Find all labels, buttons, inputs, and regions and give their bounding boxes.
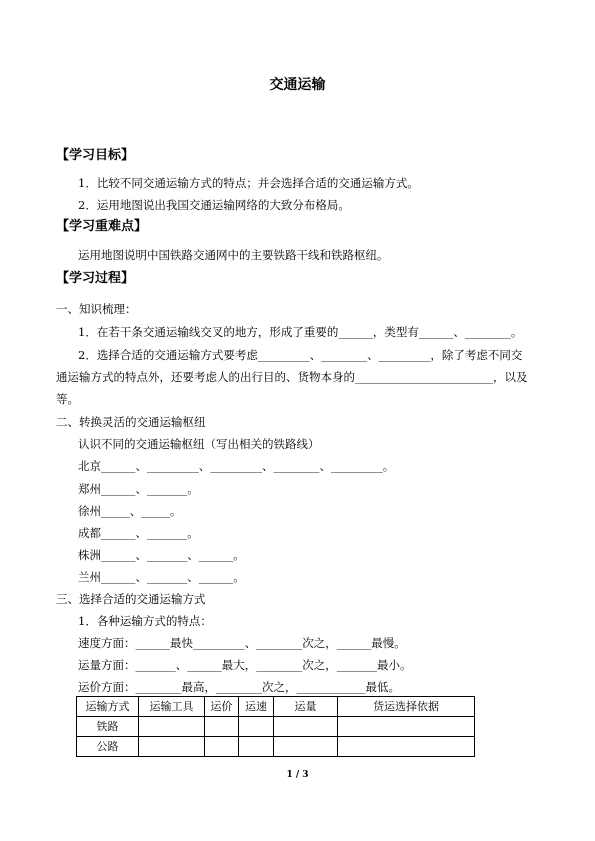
table-row-label: 公路: [77, 737, 139, 757]
table-header-cell: 运输方式: [77, 697, 139, 717]
page-number: 1 / 3: [286, 770, 309, 780]
table-row-label: 铁路: [77, 717, 139, 737]
table-row: [77, 717, 475, 737]
section-heading-key-points: 【学习重难点】: [56, 219, 148, 234]
part3-subheading: 1．各种运输方式的特点：: [78, 614, 212, 628]
part2-intro: 认识不同的交通运输枢纽（写出相关的铁路线）: [78, 437, 320, 451]
part2-heading: 二、转换灵活的交通运输枢纽: [56, 415, 206, 429]
part1-question-2-line2: 通运输方式的特点外，还要考虑人的出行目的、货物本身的________________________，以及: [56, 370, 528, 384]
hub-lanzhou: 兰州______、_______、______。: [78, 570, 245, 584]
part3-volume: 运量方面：_______、______最大，________次之，_______最小。: [78, 658, 412, 672]
table-header-cell: 运速: [239, 697, 274, 717]
part3-price: 运价方面：________最高，________次之，____________最低。: [78, 680, 400, 694]
goal-item-2: 2．运用地图说出我国交通运输网络的大致分布格局。: [78, 198, 350, 212]
part1-heading: 一、知识梳理：: [56, 302, 137, 316]
hub-chengdu: 成都______、_______。: [78, 526, 199, 540]
section-heading-process: 【学习过程】: [56, 271, 135, 286]
table-header-cell: 运量: [274, 697, 338, 717]
hub-beijing: 北京______、_________、_________、________、_________。: [78, 459, 395, 473]
table-header-cell: 运价: [205, 697, 239, 717]
part1-question-2-line3: 等。: [56, 392, 79, 406]
page-title: 交通运输: [269, 77, 326, 93]
table-header-row: [77, 697, 475, 717]
table-cell: [205, 717, 239, 737]
transport-comparison-table: [76, 696, 475, 757]
key-points-text: 运用地图说明中国铁路交通网中的主要铁路干线和铁路枢纽。: [78, 248, 389, 262]
table-cell: [239, 737, 274, 757]
table-header-cell: 货运选择依据: [338, 697, 475, 717]
part3-speed: 速度方面：______最快_________、________次之，______最慢。: [78, 636, 406, 650]
table-cell: [205, 737, 239, 757]
section-heading-goals: 【学习目标】: [56, 148, 135, 163]
table-row: [77, 737, 475, 757]
table-cell: [274, 737, 338, 757]
table-cell: [338, 717, 475, 737]
table-cell: [139, 737, 205, 757]
table-header-cell: 运输工具: [139, 697, 205, 717]
part1-question-1: 1．在若干条交通运输线交叉的地方，形成了重要的______，类型有______、________。: [78, 325, 523, 339]
hub-zhengzhou: 郑州______、_______。: [78, 482, 199, 496]
part3-heading: 三、选择合适的交通运输方式: [56, 592, 206, 606]
table-cell: [139, 717, 205, 737]
part1-question-2-line1: 2．选择合适的交通运输方式要考虑_________、________、_________，除了考虑不同交: [78, 348, 523, 362]
table-cell: [274, 717, 338, 737]
hub-xuzhou: 徐州_____、_____。: [78, 504, 182, 518]
hub-zhuzhou: 株洲______、_______、______。: [78, 548, 245, 562]
table-cell: [338, 737, 475, 757]
goal-item-1: 1．比较不同交通运输方式的特点；并会选择合适的交通运输方式。: [78, 176, 419, 190]
table-cell: [239, 717, 274, 737]
